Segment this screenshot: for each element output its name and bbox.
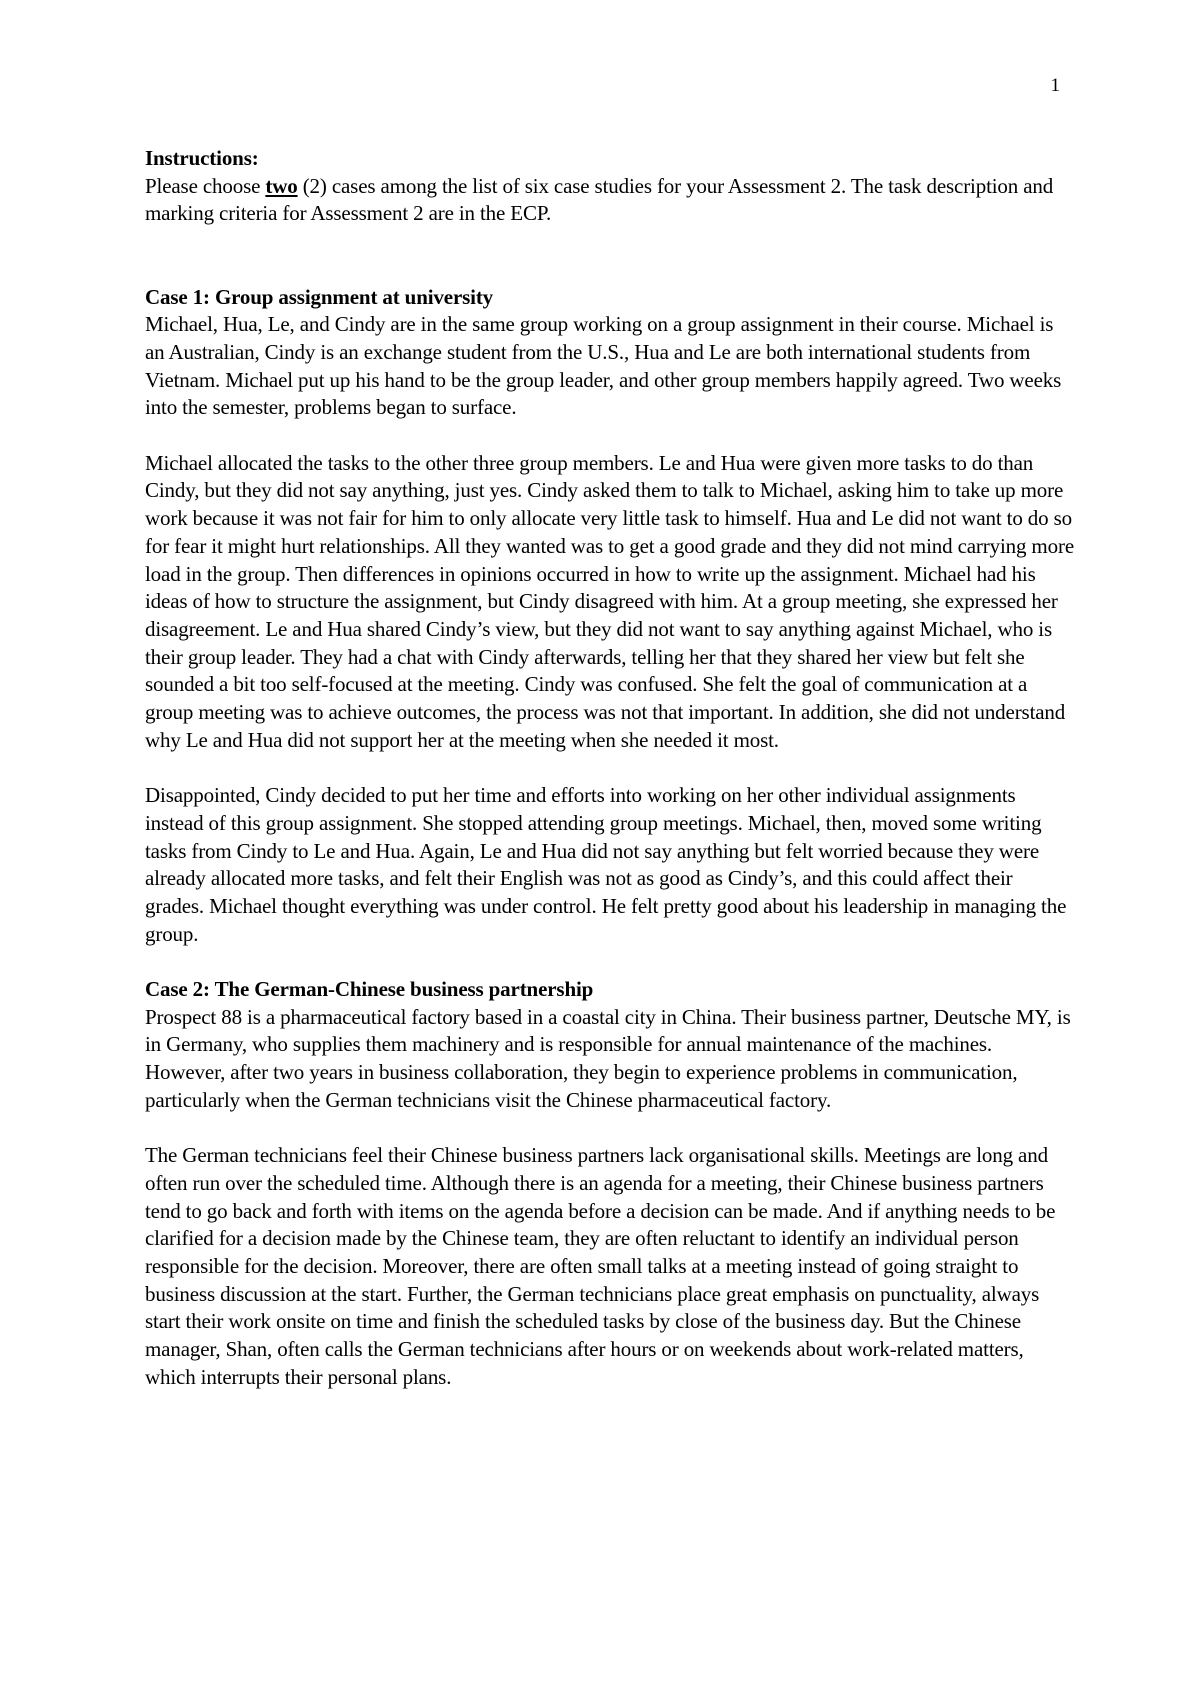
section-spacer <box>145 228 1075 283</box>
paragraph-spacer <box>145 422 1075 450</box>
instructions-heading: Instructions: <box>145 146 259 170</box>
instructions-text-before: Please choose <box>145 173 266 198</box>
case1-paragraph: Michael, Hua, Le, and Cindy are in the same group working on a group assignment in their course. Michael is an Australian, Cindy is an exchange student from the U.S., Hua and Le are both international students from Vietnam. Michael put up his hand to be the group leader, and other group members happily agreed. Two weeks into the semester, problems began to surface. <box>145 312 1062 420</box>
instructions-text <box>145 173 1075 228</box>
paragraph-spacer <box>145 754 1075 782</box>
section-spacer <box>145 948 1075 976</box>
document-body <box>145 145 1075 1392</box>
instructions-text-after: (2) cases among the list of six case studies for your Assessment 2. The task description and marking criteria for Assessment 2 are in the ECP. <box>145 173 1054 226</box>
case2-paragraph: The German technicians feel their Chinese business partners lack organisational skills. Meetings are long and often run over the scheduled time. Although there is an agenda for a meeting, their Chinese business partners tend to go back and forth with items on the agenda before a decision can be made. And if anything needs to be clarified for a decision made by the Chinese team, they are often reluctant to identify an individual person responsible for the decision. Moreover, there are often small talks at a meeting instead of going straight to business discussion at the start. Further, the German technicians place great emphasis on punctuality, always start their work onsite on time and finish the scheduled tasks by close of the business day. But the Chinese manager, Shan, often calls the German technicians after hours or on weekends about work-related matters, which interrupts their personal plans. <box>145 1143 1056 1389</box>
case2-paragraph: Prospect 88 is a pharmaceutical factory based in a coastal city in China. Their business partner, Deutsche MY, is in Germany, who supplies them machinery and is responsible for annual maintenance of the machines. However, after two years in business collaboration, they begin to experience problems in communication, particularly when the German technicians visit the Chinese pharmaceutical factory. <box>145 1004 1071 1112</box>
instructions-emphasis: two <box>265 173 298 198</box>
paragraph-spacer <box>145 1115 1075 1143</box>
case1-section <box>145 284 1075 949</box>
case1-paragraph: Disappointed, Cindy decided to put her time and efforts into working on her other individual assignments instead of this group assignment. She stopped attending group meetings. Michael, then, moved some writing tasks from Cindy to Le and Hua. Again, Le and Hua did not say anything but felt worried because they were already allocated more tasks, and felt their English was not as good as Cindy’s, and this could affect their grades. Michael thought everything was under control. He felt pretty good about his leadership in managing the group. <box>145 783 1067 946</box>
case2-section <box>145 976 1075 1392</box>
case2-heading: Case 2: The German-Chinese business partnership <box>145 977 594 1002</box>
instructions-section <box>145 145 1075 228</box>
case1-heading: Case 1: Group assignment at university <box>145 284 494 309</box>
page-number: 1 <box>1050 75 1060 96</box>
case1-paragraph: Michael allocated the tasks to the other three group members. Le and Hua were given more tasks to do than Cindy, but they did not say anything, just yes. Cindy asked them to talk to Michael, asking him to take up more work because it was not fair for him to only allocate very little task to himself. Hua and Le did not want to do so for fear it might hurt relationships. All they wanted was to get a good grade and they did not mind carrying more load in the group. Then differences in opinions occurred in how to write up the assignment. Michael had his ideas of how to structure the assignment, but Cindy disagreed with him. At a group meeting, she expressed her disagreement. Le and Hua shared Cindy’s view, but they did not want to say anything against Michael, who is their group leader. They had a chat with Cindy afterwards, telling her that they shared her view but felt she sounded a bit too self-focused at the meeting. Cindy was confused. She felt the goal of communication at a group meeting was to achieve outcomes, the process was not that important. In addition, she did not understand why Le and Hua did not support her at the meeting when she needed it most. <box>145 450 1074 752</box>
